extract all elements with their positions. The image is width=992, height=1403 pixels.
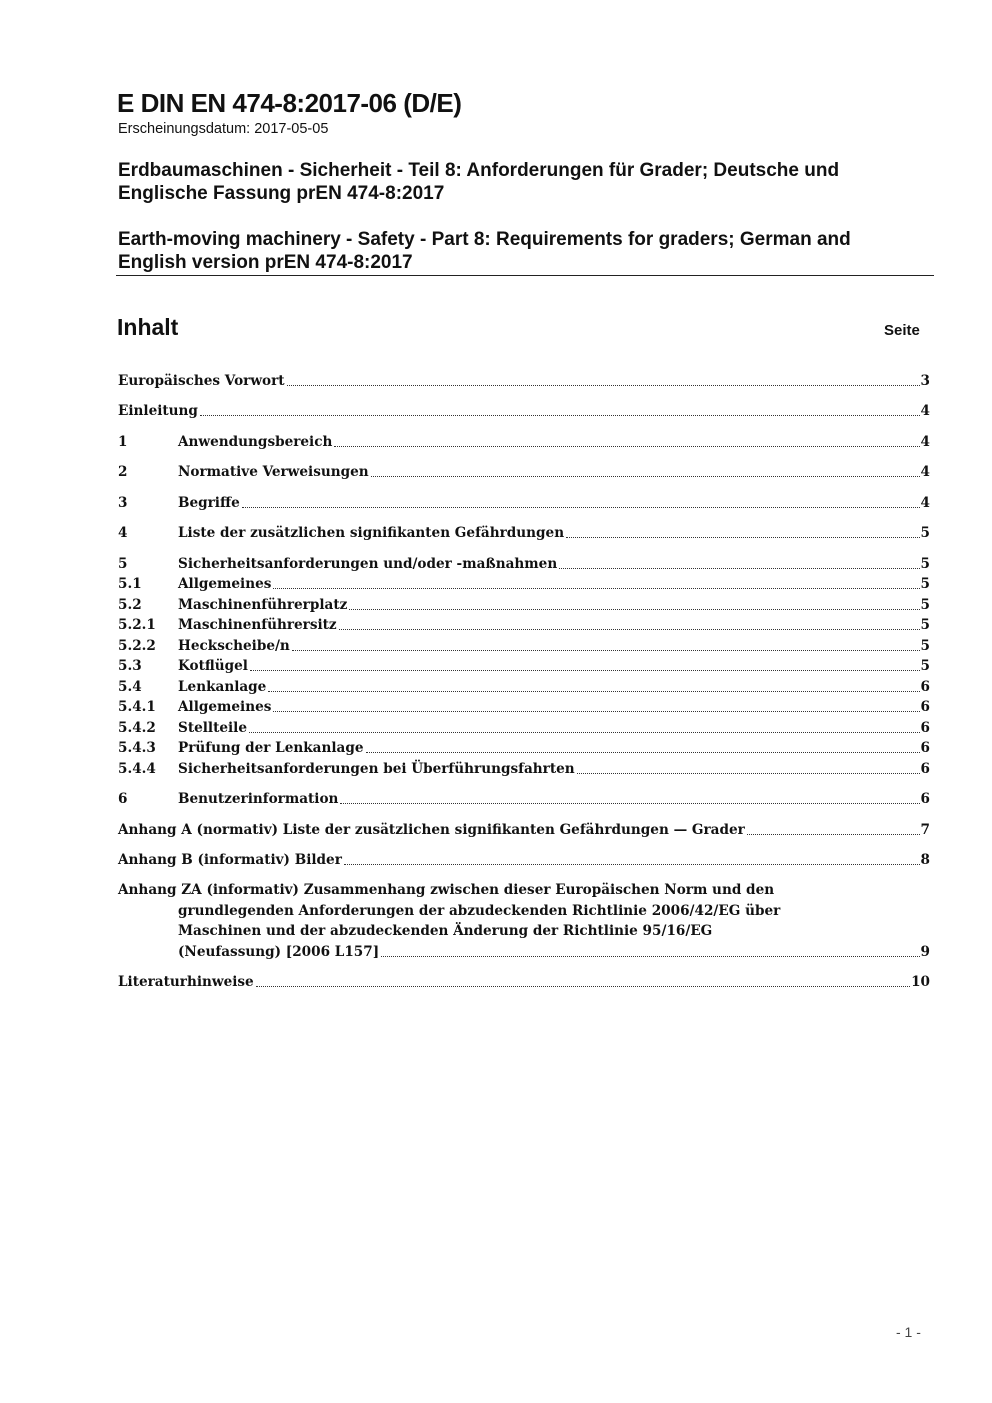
toc-entry-title: Sicherheitsanforderungen und/oder -maßnahmen <box>178 556 558 572</box>
toc-entry-annex-b[interactable] <box>118 850 930 870</box>
toc-entry-title: Maschinenführerplatz <box>178 597 348 613</box>
toc-entry[interactable] <box>118 615 930 635</box>
annex-za-line-4-text: (Neufassung) [2006 L157] <box>178 943 380 960</box>
toc-entry[interactable] <box>118 738 930 758</box>
title-german-line-1: Erdbaumaschinen - Sicherheit - Teil 8: Anforderungen für Grader; Deutsche und <box>118 160 840 181</box>
toc-entry-title: Lenkanlage <box>178 679 267 695</box>
toc-entry-title: Maschinenführersitz <box>178 617 337 633</box>
toc-entry-page: 4 <box>920 434 930 450</box>
toc-entry-number: 5.2.1 <box>118 617 156 633</box>
toc-entry-number: 5.4 <box>118 679 142 695</box>
toc-leader <box>273 711 919 712</box>
toc-entry-page: 5 <box>920 658 930 674</box>
toc-entry-page: 6 <box>920 699 930 715</box>
toc-entry-title: Allgemeines <box>178 576 272 592</box>
toc-entry-title: Allgemeines <box>178 699 272 715</box>
toc-entry-page: 7 <box>920 822 930 838</box>
toc-entry-annex-za[interactable] <box>118 880 930 962</box>
toc-entry-title: Sicherheitsanforderungen bei Überführungsfahrten <box>178 761 575 777</box>
toc-entry[interactable] <box>118 401 930 421</box>
toc-entry-number: 5.3 <box>118 658 142 674</box>
toc-entry[interactable] <box>118 523 930 543</box>
toc-entry-page: 5 <box>920 576 930 592</box>
toc-leader <box>371 476 920 477</box>
toc-entry-title: Prüfung der Lenkanlage <box>178 740 364 756</box>
toc-entry-page: 6 <box>920 761 930 777</box>
toc-leader <box>566 537 919 538</box>
toc-leader <box>577 773 920 774</box>
publication-date-value: 2017-05-05 <box>254 121 329 137</box>
toc-leader <box>344 864 920 865</box>
toc-entry[interactable] <box>118 718 930 738</box>
toc-entry-page: 6 <box>920 679 930 695</box>
toc-leader <box>559 568 919 569</box>
toc-entry-number: 5.4.4 <box>118 761 156 777</box>
toc-leader <box>747 834 920 835</box>
toc-leader <box>273 588 919 589</box>
toc-entry-title: Einleitung <box>118 403 198 419</box>
toc-entry-number: 5.2.2 <box>118 638 156 654</box>
toc-entry-title: Anhang A (normativ) Liste der zusätzlichen signifikanten Gefährdungen — Grader <box>118 822 745 838</box>
toc-entry-number: 5.2 <box>118 597 142 613</box>
toc-leader <box>349 609 919 610</box>
toc-leader <box>200 415 920 416</box>
publication-date-label: Erscheinungsdatum: <box>118 121 251 137</box>
toc-entry[interactable] <box>118 493 930 513</box>
toc-entry-page: 3 <box>920 373 930 389</box>
toc-leader <box>334 446 919 447</box>
toc-leader <box>366 752 920 753</box>
toc-entry-title: Heckscheibe/n <box>178 638 290 654</box>
toc-entry-page: 5 <box>920 638 930 654</box>
toc-entry-page: 4 <box>920 495 930 511</box>
toc-entry-title: Europäisches Vorwort <box>118 373 285 389</box>
toc-entry-page: 6 <box>920 791 930 807</box>
toc-entry[interactable] <box>118 759 930 779</box>
annex-za-line-2: grundlegenden Anforderungen der abzudeckenden Richtlinie 2006/42/EG über <box>178 902 781 919</box>
toc-heading: Inhalt <box>117 314 179 340</box>
toc-entry-title: Anhang B (informativ) Bilder <box>118 852 342 868</box>
toc-entry-title: Stellteile <box>178 720 247 736</box>
toc-leader <box>292 650 920 651</box>
toc-entry[interactable] <box>118 595 930 615</box>
toc-entry-page: 4 <box>920 403 930 419</box>
annex-za-line-3: Maschinen und der abzudeckenden Änderung der Richtlinie 95/16/EG <box>178 923 713 939</box>
title-german-line-2: Englische Fassung prEN 474-8:2017 <box>118 183 445 204</box>
title-german <box>118 159 908 205</box>
document-title: E DIN EN 474-8:2017-06 (D/E) <box>117 88 462 118</box>
toc-entry-number: 5.4.3 <box>118 740 156 756</box>
toc-entry-bibliography[interactable] <box>118 972 930 992</box>
toc-entry-number: 4 <box>118 525 128 541</box>
toc-entry-number: 5.4.1 <box>118 699 156 715</box>
publication-date <box>118 121 328 137</box>
toc-entry[interactable] <box>118 656 930 676</box>
toc-entry-number: 1 <box>118 434 128 450</box>
toc-leader <box>256 986 910 987</box>
toc-entry-title: Kotflügel <box>178 658 248 674</box>
toc-entry-page: 9 <box>920 943 930 960</box>
toc-entry-page: 5 <box>920 525 930 541</box>
toc-entry[interactable] <box>118 432 930 452</box>
annex-za-line-4 <box>118 942 930 963</box>
toc-entry-page: 10 <box>911 974 930 990</box>
toc-entry[interactable] <box>118 371 930 391</box>
toc-entry[interactable] <box>118 677 930 697</box>
toc-leader <box>250 670 920 671</box>
toc-entry-title: Benutzerinformation <box>178 791 339 807</box>
toc-leader <box>249 732 920 733</box>
toc-entry-annex-a[interactable] <box>118 820 930 840</box>
toc-entry-page: 6 <box>920 720 930 736</box>
toc-entry-title: Begriffe <box>178 495 240 511</box>
toc-entry-page: 5 <box>920 617 930 633</box>
toc-entry[interactable] <box>118 462 930 482</box>
header-divider <box>116 275 934 276</box>
toc-entry[interactable] <box>118 574 930 594</box>
toc-entry-number: 5.1 <box>118 576 142 592</box>
toc-page-column-label: Seite <box>884 322 920 339</box>
toc-leader <box>268 691 919 692</box>
title-english <box>118 228 908 274</box>
toc-leader <box>339 629 920 630</box>
toc-leader <box>287 385 920 386</box>
toc-leader <box>340 803 919 804</box>
toc-entry-title: Anwendungsbereich <box>178 434 333 450</box>
toc-entry-number: 6 <box>118 791 128 807</box>
toc-entry-number: 5 <box>118 556 128 572</box>
toc-entry[interactable] <box>118 636 930 656</box>
toc-entry[interactable] <box>118 789 930 809</box>
toc-leader <box>242 507 920 508</box>
toc-entry-page: 5 <box>920 597 930 613</box>
page-number: - 1 - <box>896 1324 921 1340</box>
toc-entry-page: 8 <box>920 852 930 868</box>
toc-entry-number: 5.4.2 <box>118 720 156 736</box>
title-english-line-1: Earth-moving machinery - Safety - Part 8: Requirements for graders; German and <box>118 229 851 250</box>
toc-entry-title: Normative Verweisungen <box>178 464 369 480</box>
toc-entry-title: Literaturhinweise <box>118 974 254 990</box>
title-english-line-2: English version prEN 474-8:2017 <box>118 252 413 273</box>
toc-entry-page: 6 <box>920 740 930 756</box>
toc-leader <box>381 956 919 957</box>
toc-entry[interactable] <box>118 554 930 574</box>
toc-entry-page: 5 <box>920 556 930 572</box>
toc-entry-page: 4 <box>920 464 930 480</box>
toc-entry[interactable] <box>118 697 930 717</box>
toc-entry-number: 2 <box>118 464 128 480</box>
annex-za-line-1: Anhang ZA (informativ) Zusammenhang zwischen dieser Europäischen Norm und den <box>118 882 775 898</box>
toc-entry-number: 3 <box>118 495 128 511</box>
toc-entry-title: Liste der zusätzlichen signifikanten Gefährdungen <box>178 525 565 541</box>
